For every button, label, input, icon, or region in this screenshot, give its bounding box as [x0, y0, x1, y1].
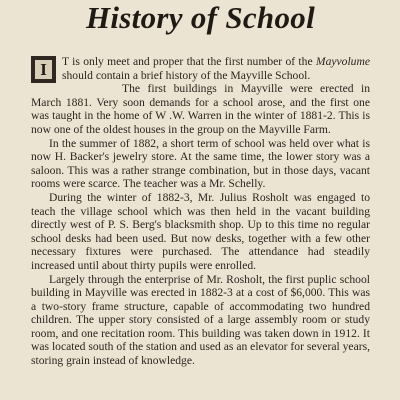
drop-cap-ornament	[31, 56, 56, 83]
paragraph-3: In the summer of 1882, a short term of school was held over what is now H. Backer's jewelry store. At the same time, the lower story was a saloon. This was a rather strange combination, but in those days, vacant rooms were scarce. The teacher was a Mr. Schelly.	[31, 136, 370, 191]
paragraph-1-italic: Mayvolume	[315, 55, 370, 68]
paragraph-1	[31, 55, 370, 82]
article-body	[31, 55, 370, 368]
page-title: History of School	[85, 0, 315, 35]
drop-cap-letter: I	[40, 60, 47, 79]
paragraph-2: The first buildings in Mayville were erected in March 1881. Very soon demands for a school arose, and the first one was taught in the home of W .W. Warren in the winter of 1881-2. This is now one of the oldest houses in the group on the Mayville Farm.	[31, 82, 370, 136]
paragraph-5: Largely through the enterprise of Mr. Rosholt, the first puplic school building in Mayville was erected in 1882-3 at a cost of $6,000. This was a two-story frame structure, capable of accommodating two hundred children. The upper story consisted of a large assembly room or study room, and one recitation room. This building was taken down in 1912. It was located south of the station and used as an elevator for several years, storing grain instead of knowledge.	[31, 272, 370, 368]
paragraph-4: During the winter of 1882-3, Mr. Julius Rosholt was engaged to teach the village school which was then held in the vacant building directly west of P. S. Berg's blacksmith shop. Up to this time no regular school desks had been used. But now desks, together with a few other necessary fixtures were purchased. The attendance had steadily increased until about thirty pupils were enrolled.	[31, 190, 370, 272]
paragraph-1-start: T is only meet and proper that the first number of the	[62, 55, 316, 68]
paragraph-1-end: should contain a brief history of the Mayville School.	[62, 68, 311, 82]
